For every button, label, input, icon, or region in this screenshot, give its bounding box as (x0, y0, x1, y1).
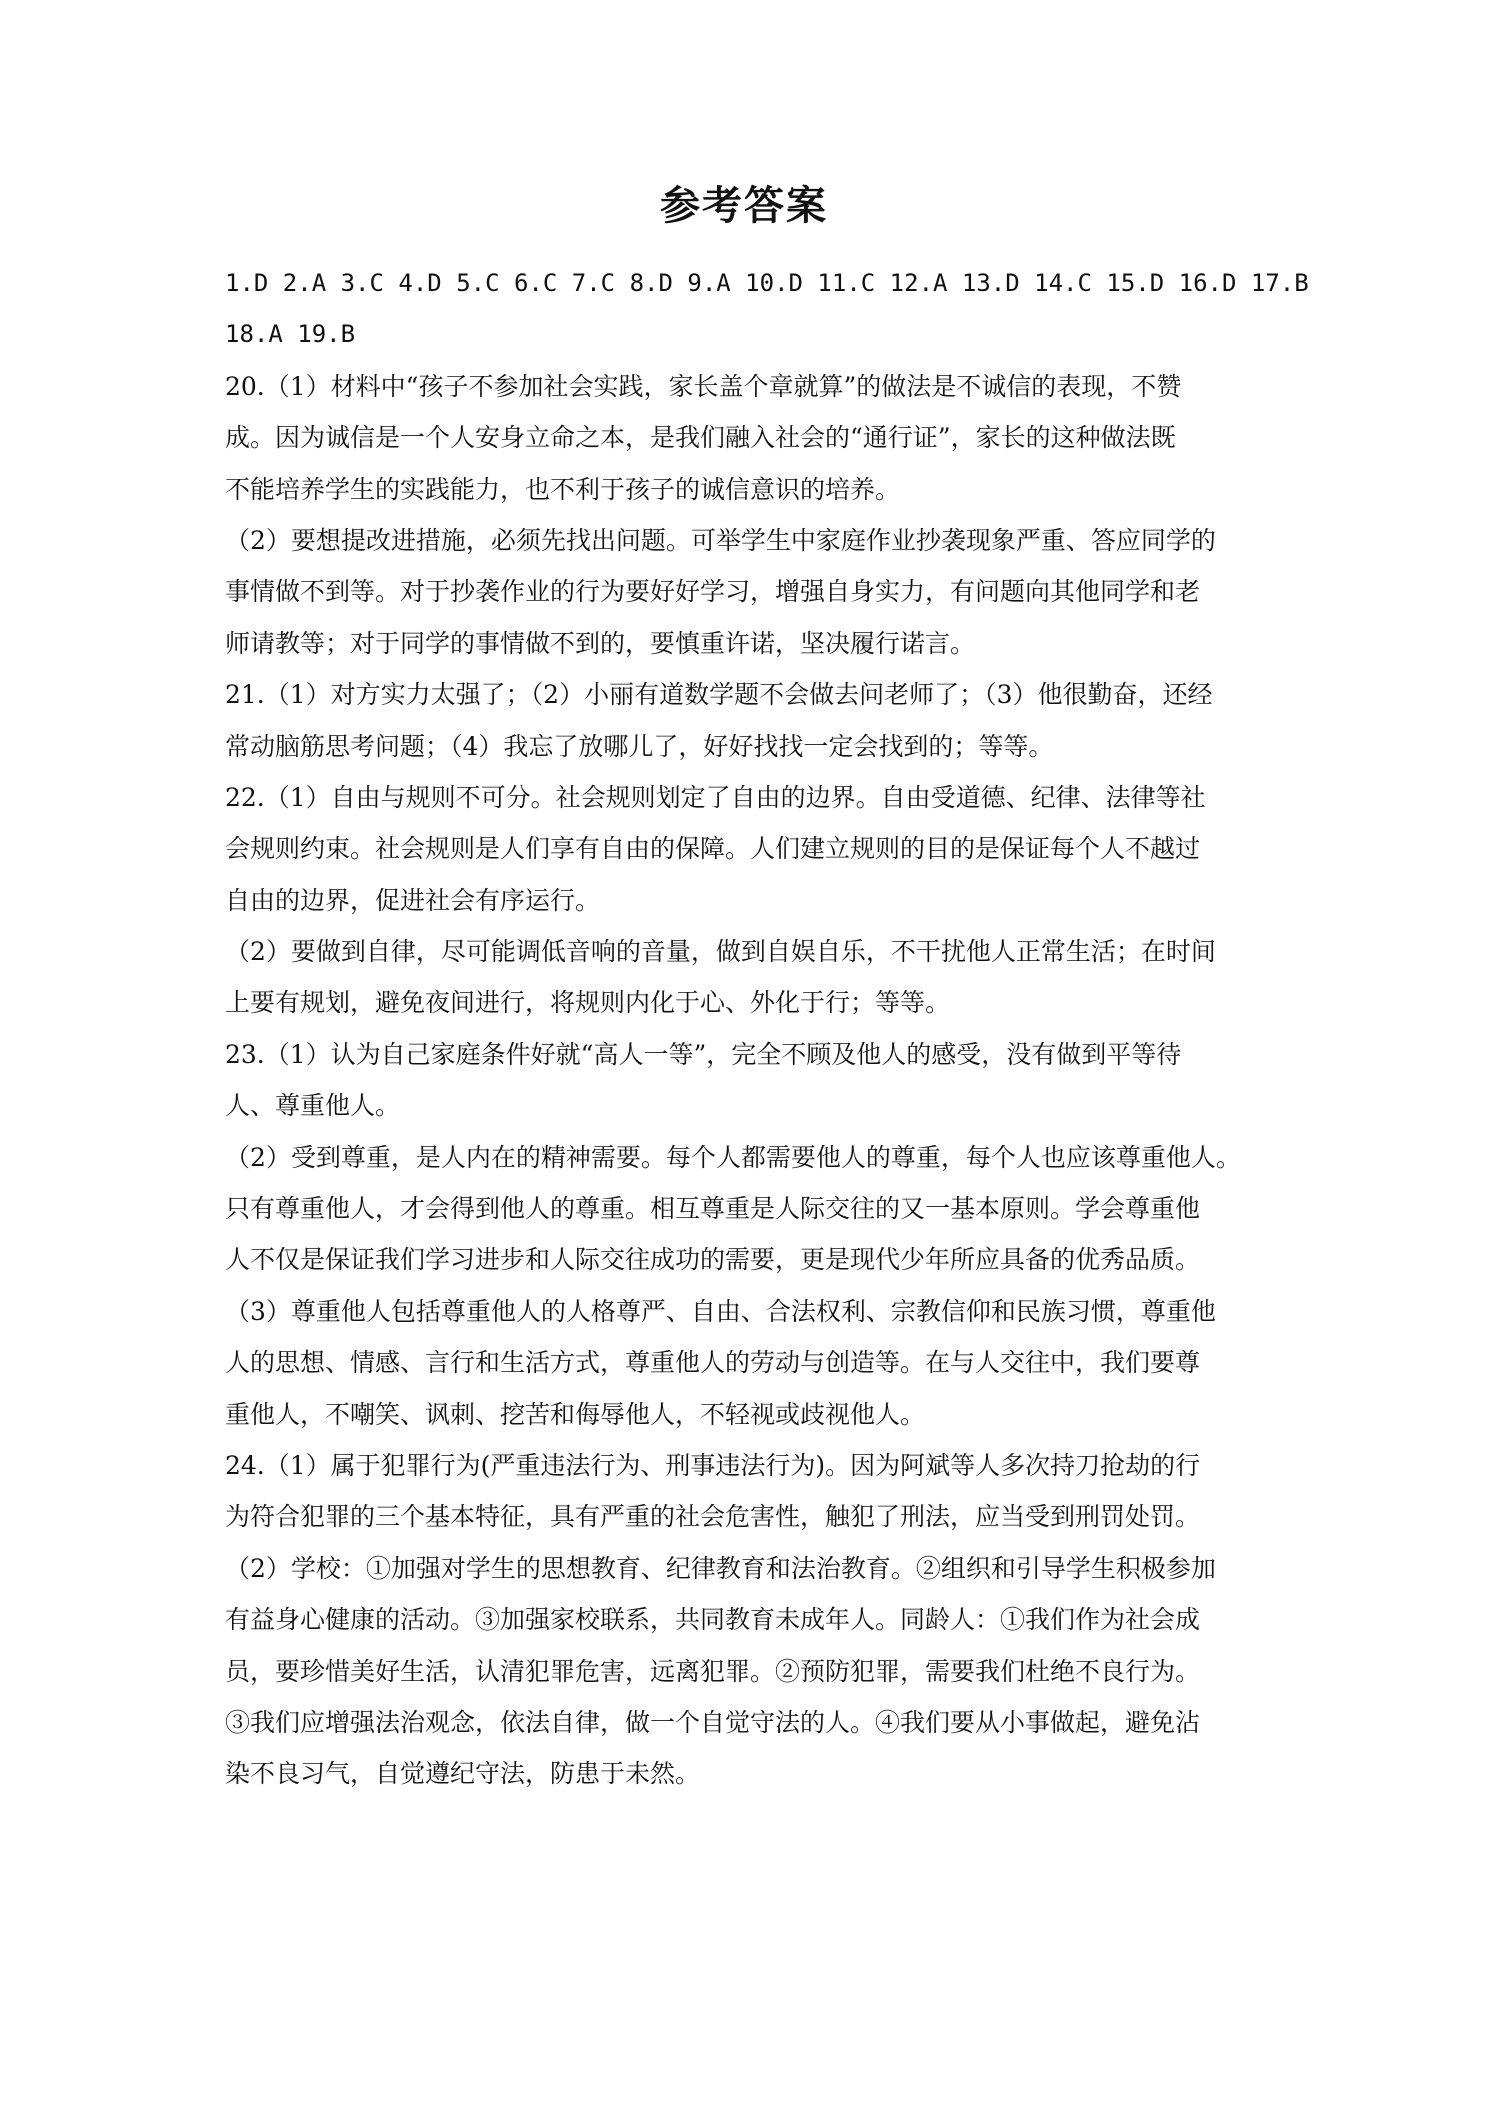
answer-24-line-5: 员，要珍惜美好生活，认清犯罪危害，远离犯罪。②预防犯罪，需要我们杜绝不良行为。 (225, 1656, 1201, 1686)
answer-23-line-4: 只有尊重他人，才会得到他人的尊重。相互尊重是人际交往的又一基本原则。学会尊重他 (225, 1194, 1201, 1224)
answer-24-line-6: ③我们应增强法治观念，依法自律，做一个自觉守法的人。④我们要从小事做起，避免沾 (225, 1707, 1201, 1737)
answer-24-line-7: 染不良习气，自觉遵纪守法，防患于未然。 (225, 1759, 701, 1789)
mc-answers-line-2: 18.A 19.B (225, 320, 356, 349)
answer-23-line-7: 人的思想、情感、言行和生活方式，尊重他人的劳动与创造等。在与人交往中，我们要尊 (225, 1348, 1201, 1378)
answer-20-line-2: 成。因为诚信是一个人安身立命之本，是我们融入社会的“通行证”，家长的这种做法既 (225, 423, 1176, 453)
answer-22-line-5: 上要有规划，避免夜间进行，将规则内化于心、外化于行；等等。 (225, 988, 951, 1018)
answer-23-line-3: （2）受到尊重，是人内在的精神需要。每个人都需要他人的尊重，每个人也应该尊重他人。 (225, 1142, 1241, 1172)
answer-23-line-8: 重他人，不嘲笑、讽刺、挖苦和侮辱他人，不轻视或歧视他人。 (225, 1399, 926, 1429)
answer-23-line-1: 23.（1）认为自己家庭条件好就“高人一等”，完全不顾及他人的感受，没有做到平等待 (225, 1039, 1182, 1069)
answer-22-line-3: 自由的边界，促进社会有序运行。 (225, 885, 601, 915)
answer-23-line-2: 人、尊重他人。 (225, 1091, 401, 1121)
mc-answers-line-1: 1.D 2.A 3.C 4.D 5.C 6.C 7.C 8.D 9.A 10.D 11.C 12.A 13.D 14.C 15.D 16.D 17.B (225, 269, 1309, 297)
answer-20-line-5: 事情做不到等。对于抄袭作业的行为要好好学习，增强自身实力，有问题向其他同学和老 (225, 577, 1201, 607)
answer-22-line-4: （2）要做到自律，尽可能调低音响的音量，做到自娱自乐，不干扰他人正常生活；在时间 (225, 937, 1216, 967)
answer-20-line-1: 20.（1）材料中“孩子不参加社会实践，家长盖个章就算”的做法是不诚信的表现，不赞 (225, 371, 1182, 401)
document-title: 参考答案 (660, 183, 828, 229)
answer-22-line-1: 22.（1）自由与规则不可分。社会规则划定了自由的边界。自由受道德、纪律、法律等社 (225, 782, 1206, 812)
answer-24-line-2: 为符合犯罪的三个基本特征，具有严重的社会危害性，触犯了刑法，应当受到刑罚处罚。 (225, 1502, 1201, 1532)
answer-24-line-4: 有益身心健康的活动。③加强家校联系，共同教育未成年人。同龄人：①我们作为社会成 (225, 1605, 1201, 1635)
answer-20-line-3: 不能培养学生的实践能力，也不利于孩子的诚信意识的培养。 (225, 474, 901, 504)
answer-23-line-6: （3）尊重他人包括尊重他人的人格尊严、自由、合法权利、宗教信仰和民族习惯，尊重他 (225, 1296, 1216, 1326)
answer-23-line-5: 人不仅是保证我们学习进步和人际交往成功的需要，更是现代少年所应具备的优秀品质。 (225, 1245, 1201, 1275)
answer-20-line-6: 师请教等；对于同学的事情做不到的，要慎重许诺，坚决履行诺言。 (225, 628, 976, 658)
answer-24-line-3: （2）学校：①加强对学生的思想教育、纪律教育和法治教育。②组织和引导学生积极参加 (225, 1553, 1216, 1583)
answer-21-line-1: 21.（1）对方实力太强了；（2）小丽有道数学题不会做去问老师了；（3）他很勤奋，还经 (225, 680, 1213, 710)
answer-20-line-4: （2）要想提改进措施，必须先找出问题。可举学生中家庭作业抄袭现象严重、答应同学的 (225, 525, 1216, 555)
answer-22-line-2: 会规则约束。社会规则是人们享有自由的保障。人们建立规则的目的是保证每个人不越过 (225, 834, 1201, 864)
answer-21-line-2: 常动脑筋思考问题；（4）我忘了放哪儿了，好好找找一定会找到的；等等。 (225, 731, 1054, 761)
answer-text-block (225, 258, 1309, 1800)
answer-24-line-1: 24.（1）属于犯罪行为(严重违法行为、刑事违法行为)。因为阿斌等人多次持刀抢劫的行 (225, 1450, 1201, 1480)
